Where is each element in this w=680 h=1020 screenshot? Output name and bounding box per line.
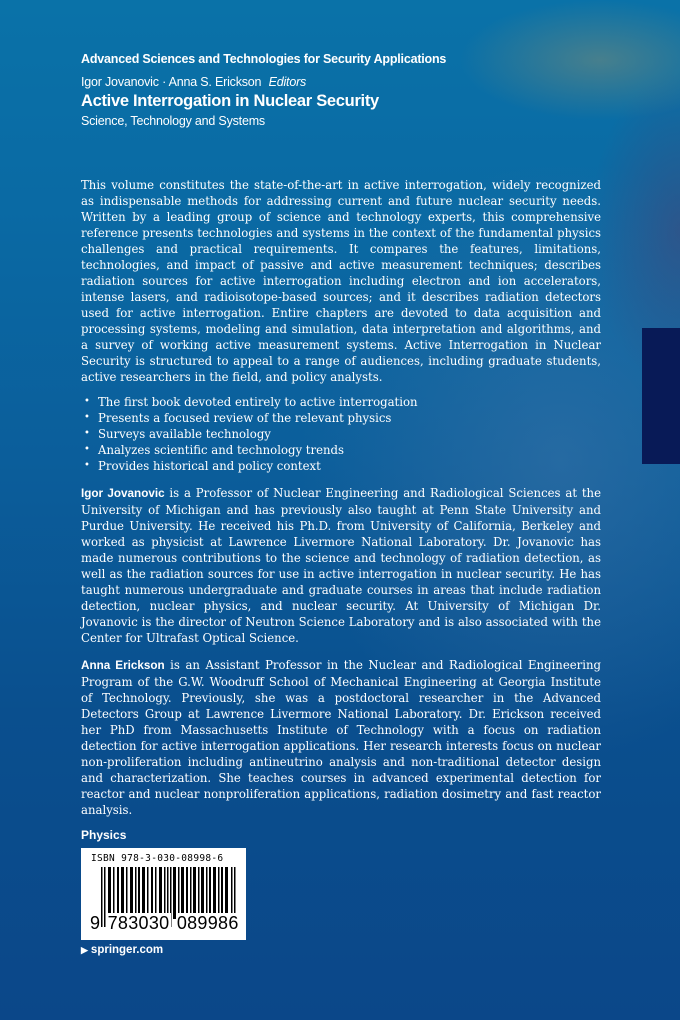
subject-category: Physics [81,828,127,842]
book-title: Active Interrogation in Nuclear Security [81,92,379,110]
publisher-url[interactable]: springer.com [90,944,164,956]
barcode-digit-first: 9 [90,913,101,933]
isbn-barcode [81,848,246,940]
bio-name: Anna Erickson [81,659,165,672]
barcode-digit-group1: 783030 [107,913,170,933]
isbn-label: ISBN 978-3-030-08998-6 [91,853,224,864]
book-description: This volume constitutes the state-of-the-art in active interrogation, widely recognized as indispensable methods for addressing current and future nuclear security needs. Written by a leading group of science and technology experts, this comprehensive reference presents technologies and systems in the context of the fundamental physics challenges and practical requirements. It compares the features, limitations, technologies, and impact of passive and active measurement techniques; describes radiation sources for active interrogation including electron and ion accelerators, intense lasers, and radioisotope-based sources; and it describes radiation detectors used for active interrogation. Entire chapters are devoted to data acquisition and processing systems, modeling and simulation, data interpretation and algorithms, and a survey of working active measurement systems. Active Interrogation in Nuclear Security is structured to appeal to a range of audiences, including graduate students, active researchers in the field, and policy analysts. [81,178,601,384]
feature-item: • Analyzes scientific and technology trends [81,442,418,458]
barcode-digits [89,913,240,934]
publisher-link[interactable] [81,944,163,956]
feature-item: • Provides historical and policy context [81,458,418,474]
editors-names: Igor Jovanovic · Anna S. Erickson [81,75,262,89]
feature-list [81,394,418,474]
barcode-digit-group2: 089986 [176,913,239,933]
feature-item: • The first book devoted entirely to active interrogation [81,394,418,410]
editor-bio-erickson [81,657,601,818]
bio-text: is an Assistant Professor in the Nuclear and Radiological Engineering Program of the G.W. Woodruff School of Mechanical Engineering at Georgia Institute of Technology. Previously, she was a postdoctoral researcher in the Advanced Detectors Group at Lawrence Livermore National Laboratory. Dr. Erickson received her PhD from Massachusetts Institute of Technology with a focus on radiation detection for active interrogation applications. Her research interests focus on nuclear non-proliferation including antineutrino analysis and non-traditional detector design and characterization. She teaches courses in advanced experimental detection for reactor and nuclear nonproliferation applications, radiation dosimetry and fast reactor analysis. [81,658,601,817]
editors-line [81,75,446,89]
bio-text: is a Professor of Nuclear Engineering and Radiological Sciences at the University of Michigan and has previously also taught at Penn State University and Purdue University. He received his Ph.D. from University of California, Berkeley and worked as physicist at Lawrence Livermore National Laboratory. Dr. Jovanovic has made numerous contributions to the science and technology of radiation detection, as well as the radiation sources for use in active interrogation in nuclear security. He has taught numerous undergraduate and graduate courses in areas that include radiation detection, nuclear physics, and nuclear security. At University of Michigan Dr. Jovanovic is the director of Neutron Science Laboratory and is also associated with the Center for Ultrafast Optical Science. [81,486,601,645]
editor-bio-jovanovic [81,485,601,646]
editors-role: Editors [268,75,307,89]
series-title: Advanced Sciences and Technologies for Security Applications [81,52,447,66]
feature-item: • Surveys available technology [81,426,418,442]
book-subtitle: Science, Technology and Systems [81,114,265,128]
spine-accent-bar [642,328,680,464]
cover-header [81,52,446,128]
feature-item: • Presents a focused review of the relevant physics [81,410,418,426]
arrow-right-icon: ▶ [81,945,88,955]
bio-name: Igor Jovanovic [81,487,165,500]
